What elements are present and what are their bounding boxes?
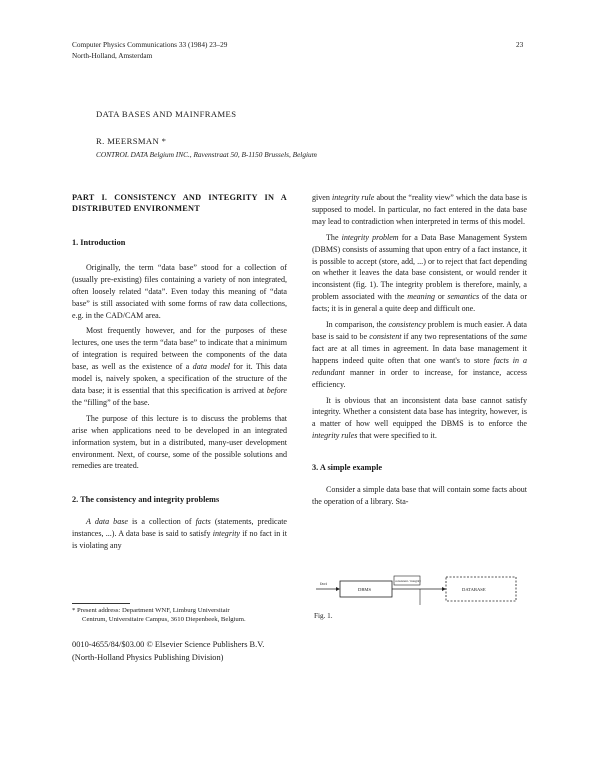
paragraph: Originally, the term “data base” stood for a collection of (usually pre-existing) files containing a variety of non integrated, often loosely related “data”. Even today this meaning of “data base” is still associated with some forms of raw data collections, e.g. in the CAD/CAM area. (72, 262, 287, 320)
fact-label: fact (320, 581, 327, 586)
paragraph: The purpose of this lecture is to discuss the problems that arise when applications need to be developed in an integrated information system, but in a distributed, many-user development environment. Next, of course, some of the possible solutions and remedies are treated. (72, 413, 287, 471)
section-2-heading: 2. The consistency and integrity problems (72, 495, 220, 505)
figure-1-diagram (312, 573, 532, 609)
publisher-info (72, 639, 264, 664)
part-heading: PART I. CONSISTENCY AND INTEGRITY IN A DISTRIBUTED ENVIRONMENT (72, 193, 287, 213)
paragraph: Most frequently however, and for the purposes of these lectures, one uses the term “data base” to indicate that a minimum of integration is required between the components of the data base, as well as the existence of a data model for it. This data model is, naively spoken, a specification of the structure of the data base; it is essential that this specification is arrived at before the “filling” of the base. (72, 326, 287, 407)
footnote-rule (72, 603, 130, 604)
left-column (72, 192, 287, 556)
author-affiliation: CONTROL DATA Belgium INC., Ravenstraat 50, B-1150 Brussels, Belgium (96, 150, 317, 159)
publisher-line-1: 0010-4655/84/$03.00 © Elsevier Science Publishers B.V. (72, 640, 265, 649)
page-number: 23 (516, 40, 524, 49)
paragraph: In comparison, the consistency problem is much easier. A data base is said to be consistent if any two representations of the same fact are at all times in agreement. In data base management it happens indeed quite often that one want's to store facts in a redundant manner in order to increase, for instance, access efficiency. (312, 320, 527, 389)
paragraph: given integrity rule about the “reality view” which the data base is supposed to model. In particular, no fact entered in the data base may lead to contradiction when interpreted in terms of this model. (312, 193, 527, 226)
footnote-line-1: * Present address: Department WNF, Limburg Universitair (72, 607, 230, 614)
right-column (312, 192, 527, 512)
publisher-line-2: (North-Holland Physics Publishing Division) (72, 652, 224, 662)
journal-reference (72, 40, 227, 61)
paragraph: Consider a simple data base that will contain some facts about the operation of a library. Sta- (312, 485, 527, 506)
journal-line-2: North-Holland, Amsterdam (72, 50, 153, 60)
database-label: DATABASE (462, 587, 486, 592)
paragraph: It is obvious that an inconsistent data base cannot satisfy integrity. Whether a consistent data base has integrity, however, is a matter of how well equipped the DBMS is to enforce the integrity rules that were specified to it. (312, 395, 527, 441)
paragraph: A data base is a collection of facts (statements, predicate instances, ...). A data base is said to satisfy integrity if no fact in it is violating any (72, 517, 288, 551)
footnote-line-2: Centrum, Universitaire Campus, 3610 Diepenbeek, Belgium. (82, 616, 246, 624)
paper-title: DATA BASES AND MAINFRAMES (96, 109, 237, 119)
paragraph: The integrity problem for a Data Base Management System (DBMS) consists of assuming that upon entry of a fact instance, it is possible to accept (store, add, ...) or to reject that fact depending on whether it leaves the data base consistent, or would render it inconsistent (fig. 1). The integrity problem is therefore, mainly, a problem associated with the meaning or semantics of the data or facts; it is in general a quite deep and difficult one. (312, 232, 527, 314)
check-label: consistent / integrity (395, 579, 422, 583)
footnote (72, 606, 292, 625)
section-3-heading: 3. A simple example (312, 463, 383, 473)
section-1-heading: 1. Introduction (72, 238, 126, 247)
journal-line-1: Computer Physics Communications 33 (1984) 23–29 (72, 40, 228, 49)
arrowhead (336, 587, 340, 591)
paper-author: R. MEERSMAN * (96, 136, 167, 146)
arrowhead (442, 587, 446, 591)
dbms-label: DBMS (358, 587, 372, 592)
figure-caption: Fig. 1. (314, 612, 333, 620)
